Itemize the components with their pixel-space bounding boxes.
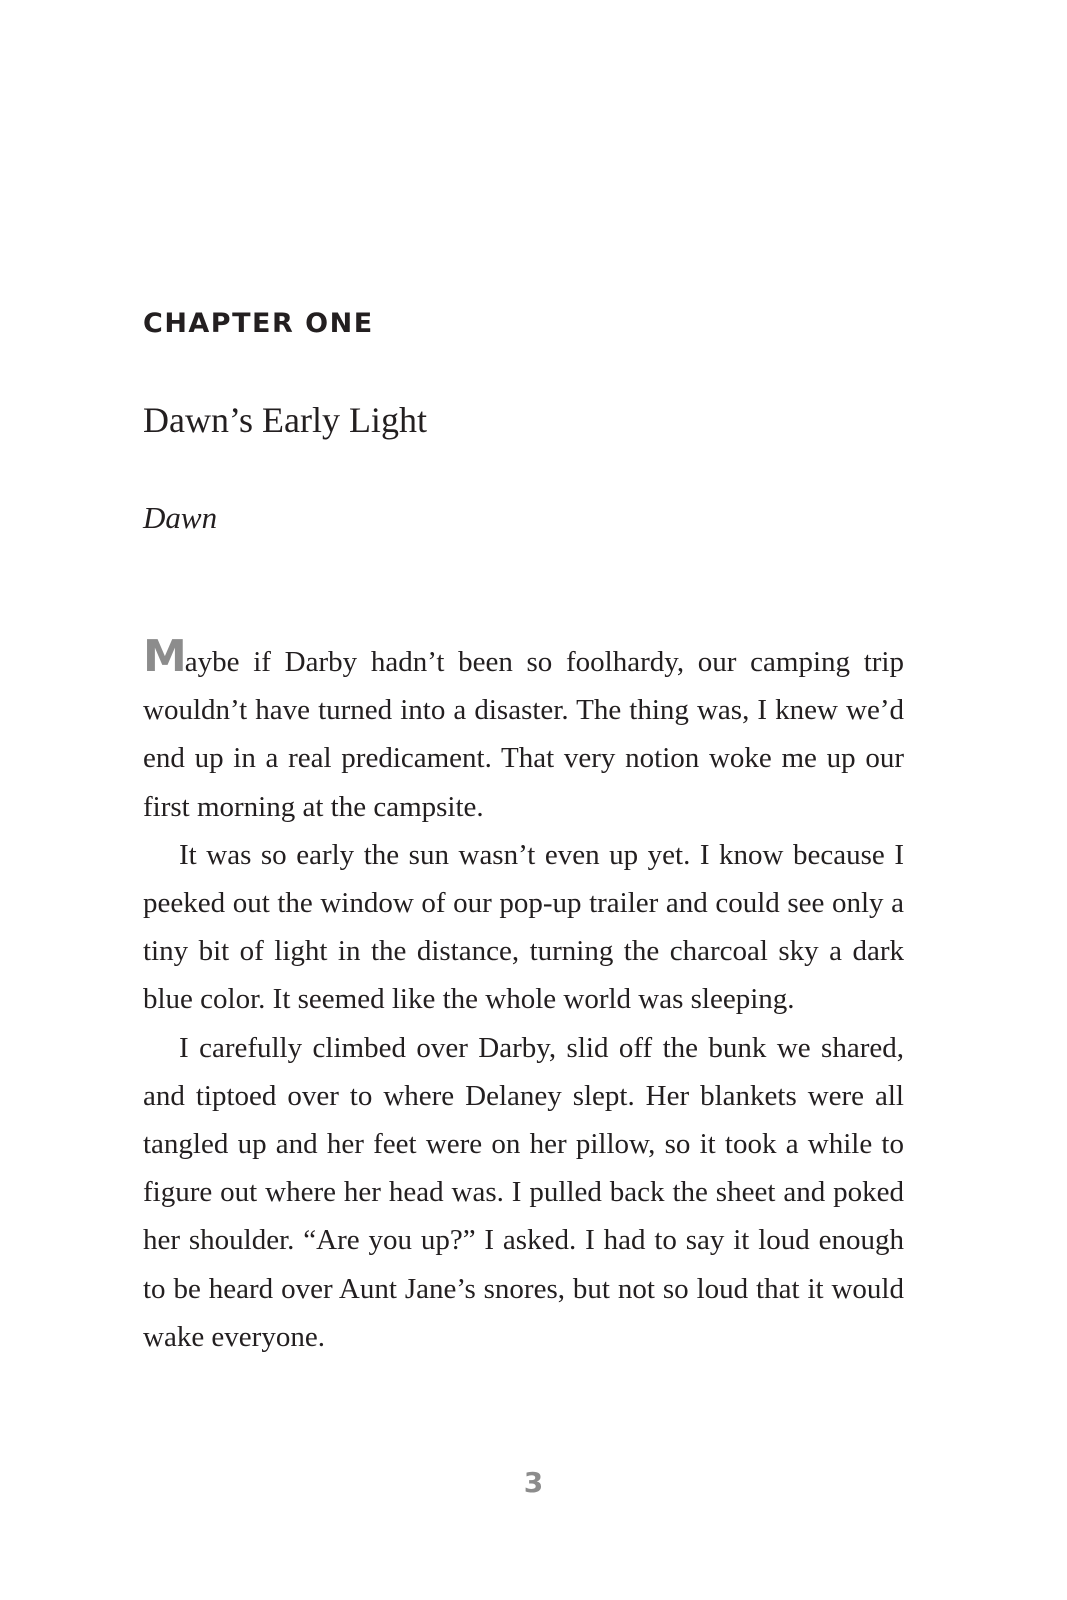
body-paragraph-1 — [143, 631, 904, 831]
paragraph-text: aybe if Darby hadn’t been so foolhardy, our camping trip wouldn’t have turned into a disaster. The thing was, I knew we’d end up in a real predicament. That very notion woke me up our first morning at the campsite. — [143, 646, 904, 823]
chapter-label: CHAPTER ONE — [143, 308, 374, 339]
chapter-body — [143, 631, 904, 1361]
narrator-name: Dawn — [143, 500, 218, 535]
body-paragraph-3: I carefully climbed over Darby, slid off the bunk we shared, and tiptoed over to where Delaney slept. Her blankets were all tangled up and her feet were on her pillow, so it took a while to figure out where her head was. I pulled back the sheet and poked her shoulder. “Are you up?” I asked. I had to say it loud enough to be heard over Aunt Jane’s snores, but not so loud that it would wake everyone. — [143, 1031, 904, 1353]
body-paragraph-2: It was so early the sun wasn’t even up yet. I know because I peeked out the window of our pop-up trailer and could see only a tiny bit of light in the distance, turning the charcoal sky a dark blue color. It seemed like the whole world was sleeping. — [143, 838, 904, 1016]
chapter-title: Dawn’s Early Light — [143, 400, 427, 440]
drop-cap: M — [143, 631, 185, 682]
page-number: 3 — [523, 1466, 544, 1499]
